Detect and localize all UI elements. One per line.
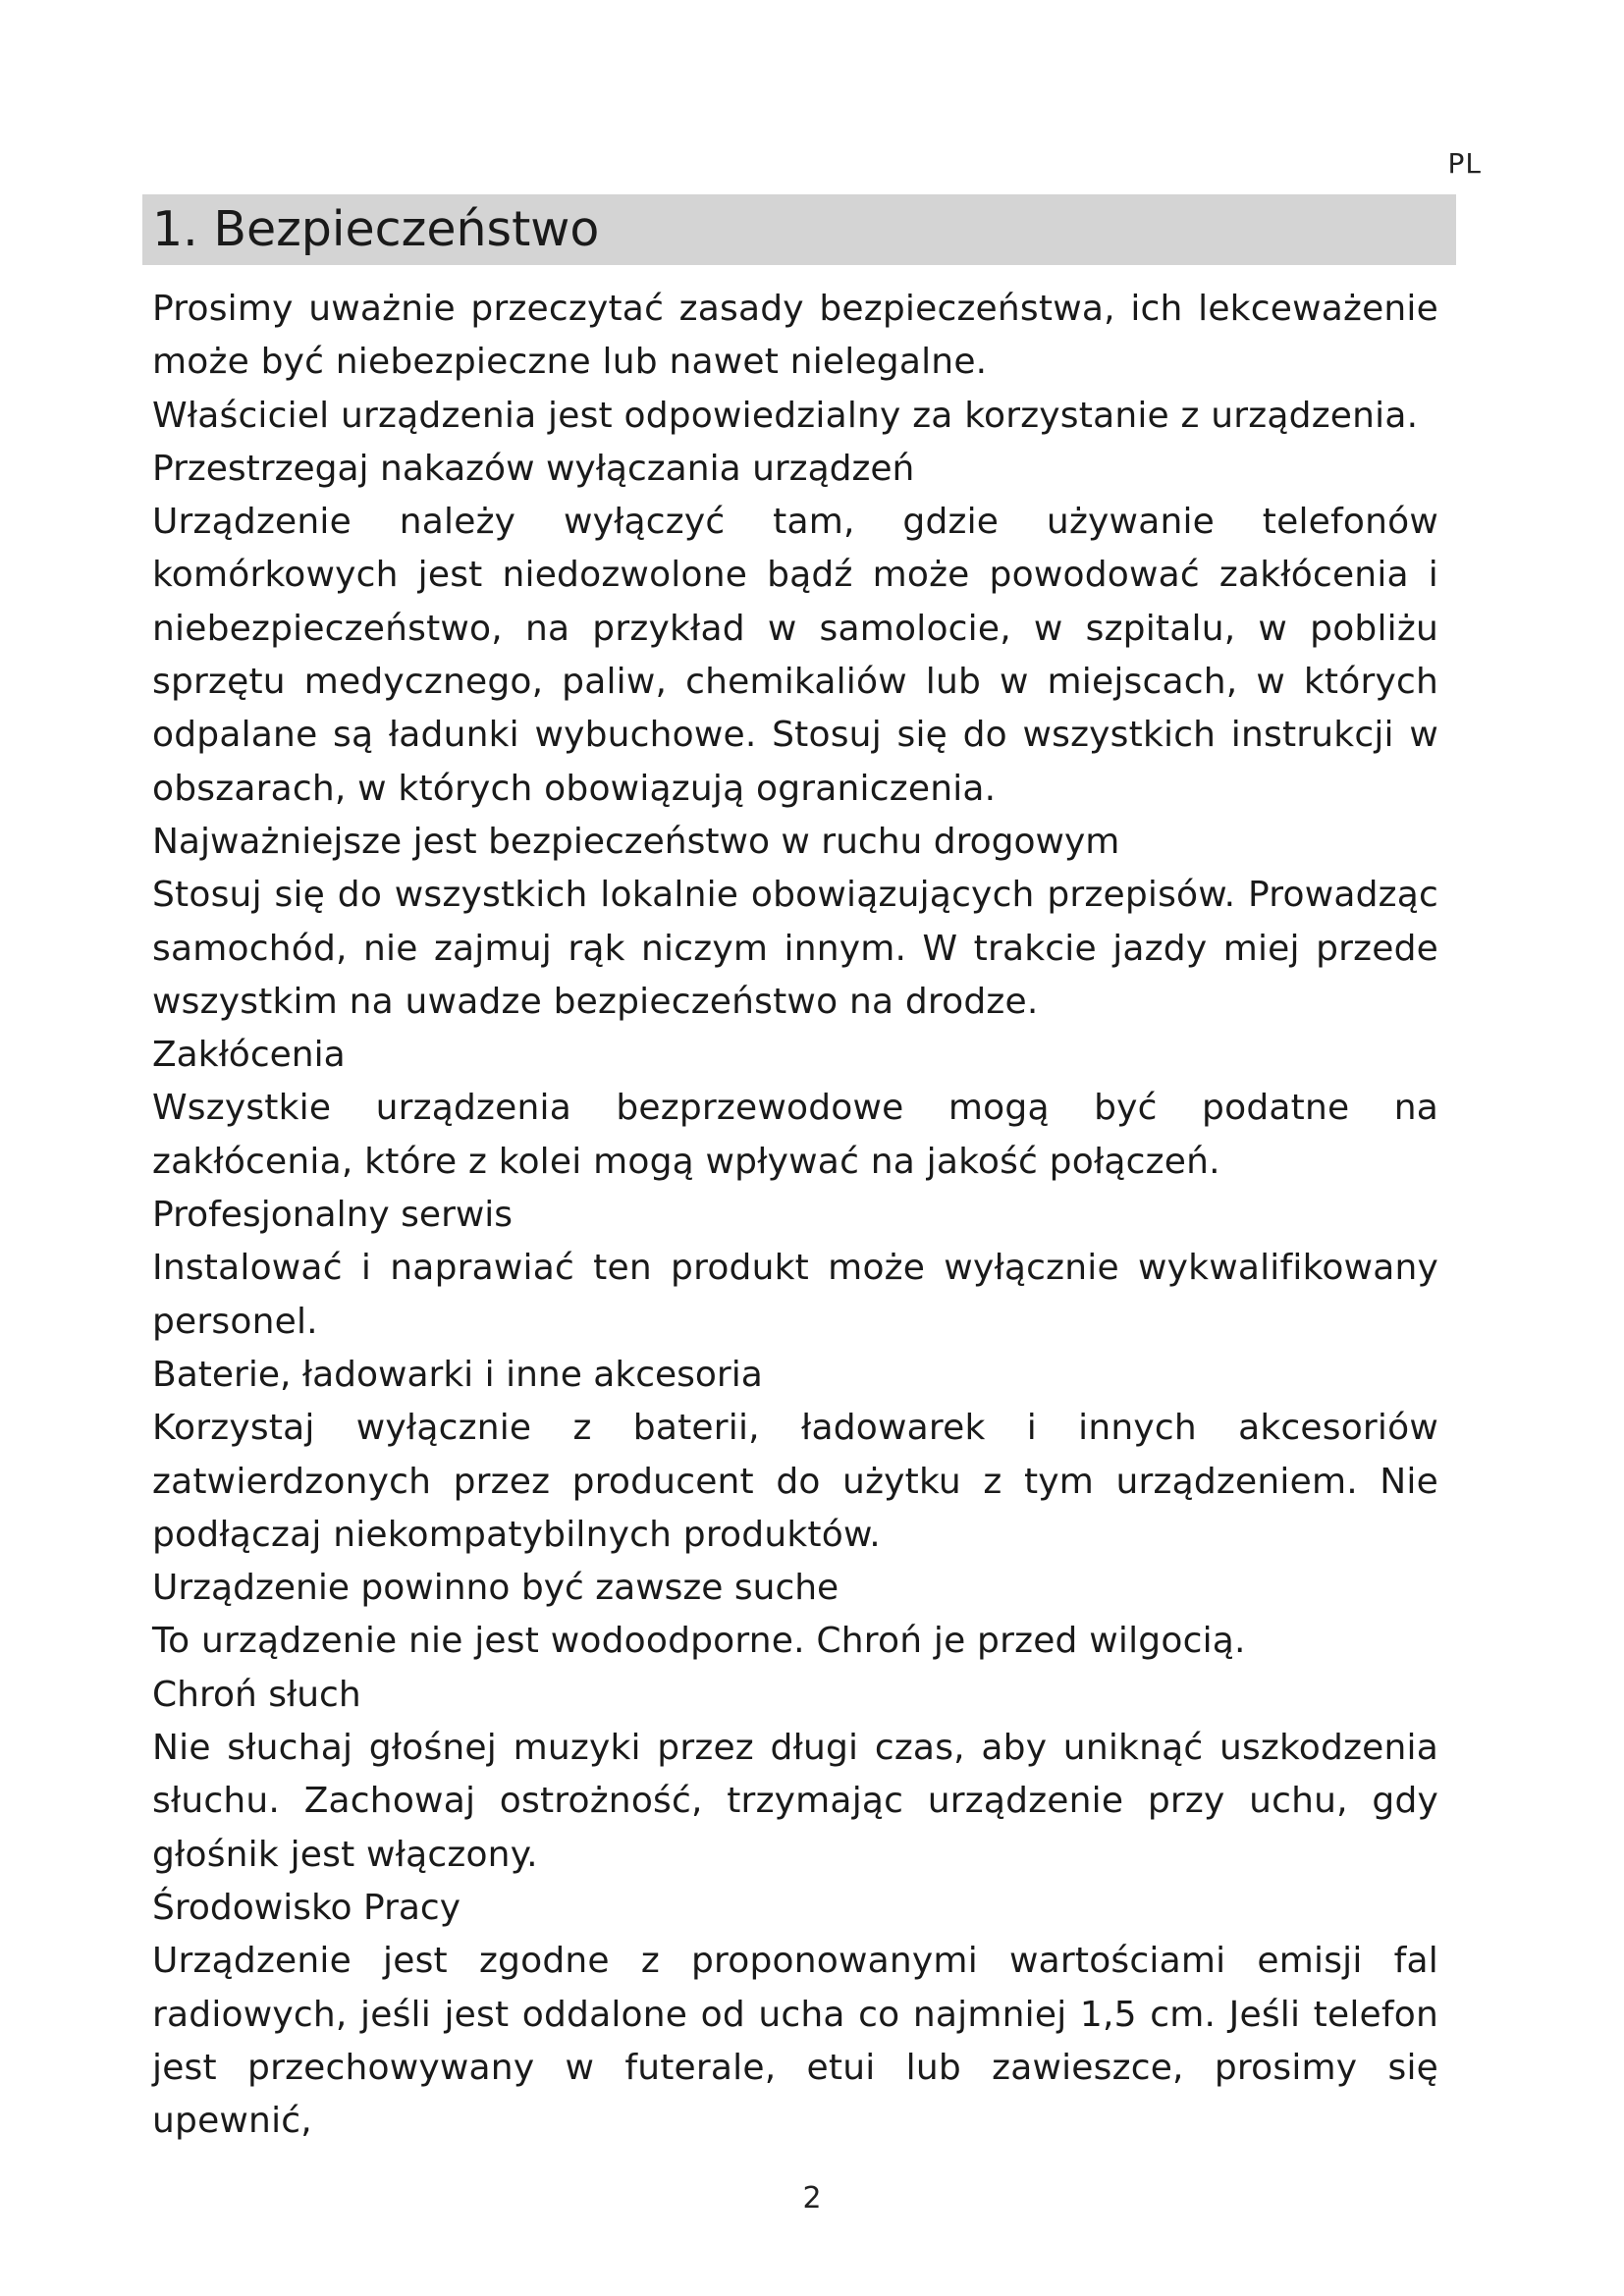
section-heading: Przestrzegaj nakazów wyłączania urządzeń: [152, 448, 915, 489]
section-body: To urządzenie nie jest wodoodporne. Chroń je przed wilgocią.: [152, 1621, 1246, 1662]
intro-paragraph-1: Prosimy uważnie przeczytać zasady bezpieczeństwa, ich lekceważenie może być niebezpieczne lub nawet nielegalne.: [152, 289, 1438, 383]
section-heading: Profesjonalny serwis: [152, 1195, 514, 1236]
section-title-bar: [142, 194, 1456, 265]
section-heading: Zakłócenia: [152, 1035, 346, 1076]
section-heading: Urządzenie powinno być zawsze suche: [152, 1568, 839, 1609]
section-keep-dry: [152, 1562, 1438, 1669]
section-batteries: [152, 1349, 1438, 1562]
page-number: 2: [802, 2181, 822, 2216]
section-body: Stosuj się do wszystkich lokalnie obowiązujących przepisów. Prowadząc samochód, nie zajmuj rąk niczym innym. W trakcie jazdy miej przede wszystkim na uwadze bezpieczeństwo na drodze.: [152, 875, 1438, 1022]
section-body: Nie słuchaj głośnej muzyki przez długi czas, aby uniknąć uszkodzenia słuchu. Zachowaj ostrożność, trzymając urządzenie przy uchu, gdy głośnik jest włączony.: [152, 1728, 1438, 1875]
section-heading: Chroń słuch: [152, 1674, 361, 1715]
section-interference: [152, 1029, 1438, 1189]
section-environment: [152, 1882, 1438, 2148]
page-title: 1. Bezpieczeństwo: [152, 201, 600, 257]
intro-paragraph-2: Właściciel urządzenia jest odpowiedzialny za korzystanie z urządzenia.: [152, 395, 1419, 436]
section-heading: Baterie, ładowarki i inne akcesoria: [152, 1354, 763, 1395]
section-body: Urządzenie należy wyłączyć tam, gdzie używanie telefonów komórkowych jest niedozwolone bądź może powodować zakłócenia i niebezpieczeństwo, na przykład w samolocie, w szpitalu, w pobliżu sprzętu medycznego, paliw, chemikaliów lub w miejscach, w których odpalane są ładunki wybuchowe. Stosuj się do wszystkich instrukcji w obszarach, w których obowiązują ograniczenia.: [152, 502, 1438, 809]
section-body: Wszystkie urządzenia bezprzewodowe mogą być podatne na zakłócenia, które z kolei mogą wpływać na jakość połączeń.: [152, 1088, 1438, 1182]
section-heading: Najważniejsze jest bezpieczeństwo w ruchu drogowym: [152, 821, 1120, 862]
section-road-safety: [152, 816, 1438, 1029]
section-body: Instalować i naprawiać ten produkt może wyłącznie wykwalifikowany personel.: [152, 1248, 1438, 1342]
section-body: Korzystaj wyłącznie z baterii, ładowarek i innych akcesoriów zatwierdzonych przez producent do użytku z tym urządzeniem. Nie podłączaj niekompatybilnych produktów.: [152, 1408, 1438, 1555]
section-professional-service: [152, 1189, 1438, 1349]
section-switch-off: [152, 443, 1438, 816]
section-body: Urządzenie jest zgodne z proponowanymi wartościami emisji fal radiowych, jeśli jest oddalone od ucha co najmniej 1,5 cm. Jeśli telefon jest przechowywany w futerale, etui lub zawieszce, prosimy się upewnić,: [152, 1941, 1438, 2142]
section-hearing: [152, 1669, 1438, 1882]
section-heading: Środowisko Pracy: [152, 1887, 461, 1928]
document-body: [152, 283, 1438, 2148]
language-tag: PL: [1447, 147, 1482, 180]
